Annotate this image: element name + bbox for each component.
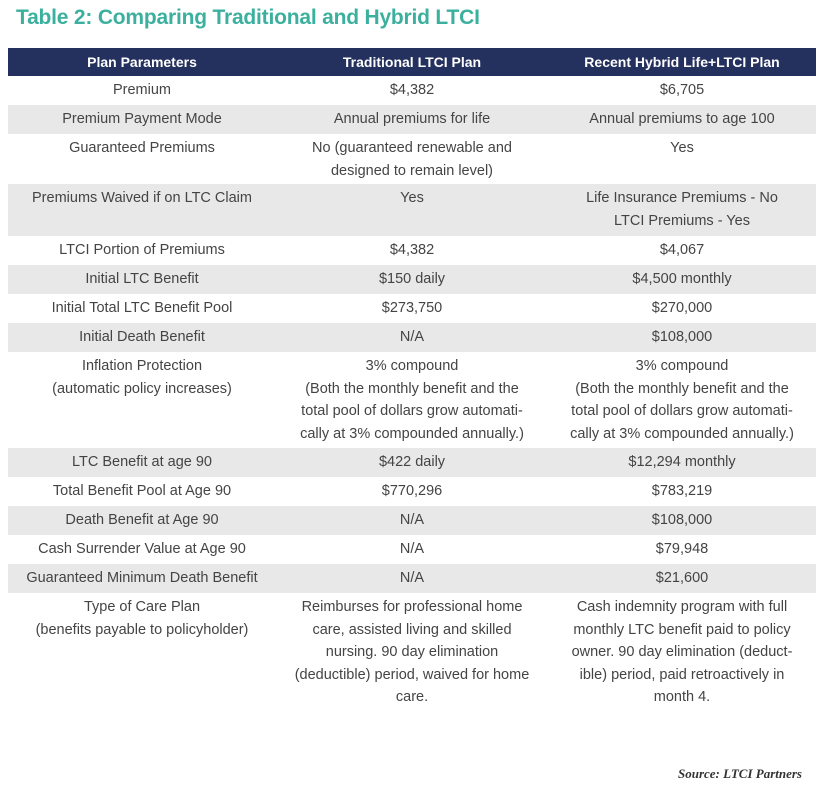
hybrid-cell: $108,000	[548, 323, 816, 352]
parameter-cell: LTCI Portion of Premiums	[59, 242, 225, 258]
cell-text-line: Life Insurance Premiums - No	[586, 190, 778, 206]
parameter-cell: Initial LTC Benefit	[8, 265, 276, 294]
cell-text-line: total pool of dollars grow automati-	[571, 403, 793, 419]
traditional-cell: Annual premiums for life	[276, 105, 548, 134]
traditional-cell: Yes	[276, 184, 548, 236]
traditional-cell: N/A	[276, 323, 548, 352]
parameter-cell: Guaranteed Minimum Death Benefit	[8, 564, 276, 593]
table-row	[8, 134, 816, 184]
hybrid-cell: $270,000	[651, 300, 713, 316]
cell-text-line: month 4.	[653, 689, 711, 705]
traditional-cell: $422 daily	[276, 448, 548, 477]
hybrid-cell: $4,067	[659, 242, 705, 258]
cell-text-line: 3% compound	[635, 358, 729, 374]
cell-text-line: designed to remain level)	[330, 162, 493, 179]
cell-text-line: (deductible) period, waived for home	[294, 666, 530, 683]
cell-text-line: owner. 90 day elimination (deduct-	[571, 644, 793, 660]
traditional-cell: $770,296	[381, 483, 443, 499]
header-plan-parameters: Plan Parameters	[8, 48, 276, 76]
traditional-cell: N/A	[399, 541, 425, 557]
cell-text-line: cally at 3% compounded annually.)	[570, 425, 794, 442]
hybrid-cell: $4,500 monthly	[548, 265, 816, 294]
hybrid-cell	[548, 184, 816, 236]
cell-text-line: No (guaranteed renewable and	[312, 140, 512, 156]
table-row	[8, 294, 816, 323]
hybrid-cell	[548, 593, 816, 717]
table-row	[8, 184, 816, 236]
hybrid-cell: $21,600	[548, 564, 816, 593]
parameter-cell: LTC Benefit at age 90	[8, 448, 276, 477]
cell-text-line: total pool of dollars grow automati-	[301, 403, 523, 419]
table-row	[8, 323, 816, 352]
table-row	[8, 477, 816, 506]
parameter-cell: Initial Total LTC Benefit Pool	[51, 300, 233, 316]
table-title: Table 2: Comparing Traditional and Hybrid LTCI	[16, 6, 480, 29]
header-row	[8, 48, 816, 76]
parameter-cell: Cash Surrender Value at Age 90	[38, 541, 246, 557]
source-note: Source: LTCI Partners	[678, 766, 802, 781]
cell-text-line: cally at 3% compounded annually.)	[300, 425, 524, 442]
cell-text-line: (Both the monthly benefit and the	[305, 380, 519, 397]
hybrid-cell: Yes	[670, 140, 694, 156]
parameter-cell	[8, 352, 276, 448]
table-row	[8, 535, 816, 564]
parameter-cell: Initial Death Benefit	[8, 323, 276, 352]
cell-text-line: 3% compound	[365, 358, 459, 374]
table-row	[8, 236, 816, 265]
cell-text-line: care, assisted living and skilled	[312, 621, 512, 638]
table-row	[8, 506, 816, 535]
parameter-cell	[8, 593, 276, 717]
table-header	[8, 48, 816, 76]
hybrid-cell: $12,294 monthly	[548, 448, 816, 477]
hybrid-cell: $783,219	[651, 483, 713, 499]
traditional-cell: N/A	[276, 564, 548, 593]
header-hybrid-plan: Recent Hybrid Life+LTCI Plan	[548, 48, 816, 76]
traditional-cell: $4,382	[389, 82, 435, 98]
parameter-cell: Premium	[112, 82, 171, 98]
table-row	[8, 352, 816, 448]
traditional-cell: N/A	[276, 506, 548, 535]
table-row	[8, 593, 816, 717]
cell-text-line: Cash indemnity program with full	[576, 599, 788, 615]
traditional-cell: $273,750	[381, 300, 443, 316]
cell-text-line: Premiums Waived if on LTC Claim	[32, 190, 252, 206]
hybrid-cell: $108,000	[548, 506, 816, 535]
parameter-cell: Guaranteed Premiums	[69, 140, 215, 156]
cell-text-line: nursing. 90 day elimination	[325, 644, 499, 660]
cell-text-line: Type of Care Plan	[83, 599, 201, 615]
cell-text-line: monthly LTC benefit paid to policy	[573, 621, 791, 638]
cell-text-line: Reimburses for professional home	[301, 599, 523, 615]
hybrid-cell: Annual premiums to age 100	[548, 105, 816, 134]
table-row	[8, 564, 816, 593]
traditional-cell	[276, 593, 548, 717]
parameter-cell: Death Benefit at Age 90	[8, 506, 276, 535]
table-row	[8, 448, 816, 477]
traditional-cell	[276, 134, 548, 184]
hybrid-cell: $6,705	[659, 82, 705, 98]
comparison-table	[8, 48, 816, 717]
cell-text-line: Inflation Protection	[81, 358, 203, 374]
cell-text-line: (automatic policy increases)	[52, 380, 232, 397]
cell-text-line: care.	[395, 689, 429, 705]
header-traditional-plan: Traditional LTCI Plan	[276, 48, 548, 76]
cell-text-line: LTCI Premiums - Yes	[614, 212, 750, 229]
table-body	[8, 76, 816, 717]
table-row	[8, 76, 816, 105]
hybrid-cell: $79,948	[655, 541, 709, 557]
table-row	[8, 105, 816, 134]
parameter-cell: Premium Payment Mode	[8, 105, 276, 134]
traditional-cell: $150 daily	[276, 265, 548, 294]
traditional-cell: $4,382	[389, 242, 435, 258]
parameter-cell: Total Benefit Pool at Age 90	[52, 483, 232, 499]
parameter-cell	[8, 184, 276, 236]
traditional-cell	[276, 352, 548, 448]
cell-text-line: (benefits payable to policyholder)	[35, 621, 249, 638]
table-row	[8, 265, 816, 294]
hybrid-cell	[548, 352, 816, 448]
cell-text-line: (Both the monthly benefit and the	[575, 380, 789, 397]
cell-text-line: ible) period, paid retroactively in	[579, 666, 785, 683]
